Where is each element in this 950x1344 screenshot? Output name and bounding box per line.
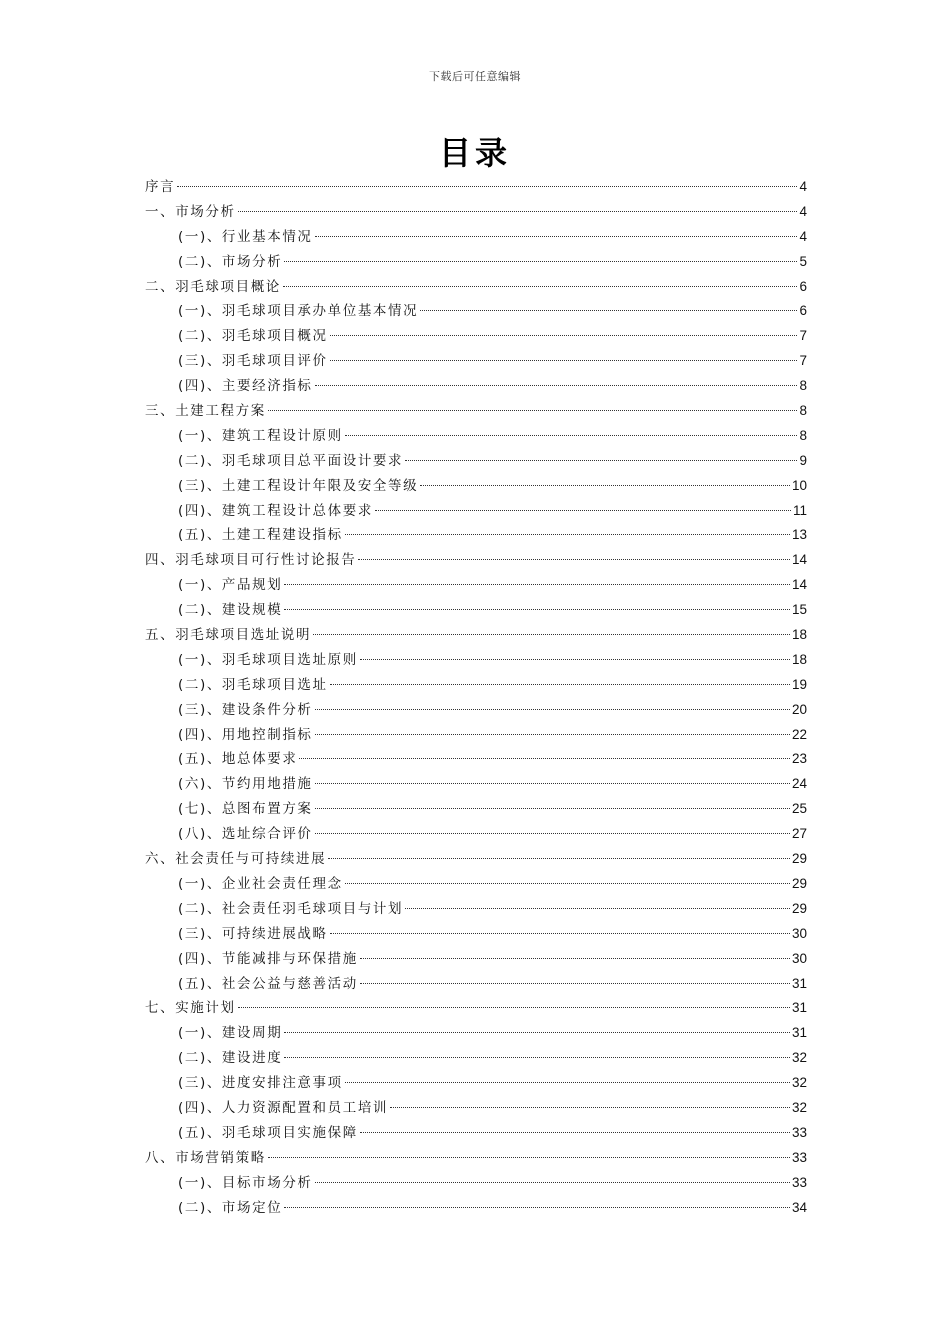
toc-entry-text: (四)、主要经济指标 bbox=[178, 378, 313, 395]
toc-entry[interactable] bbox=[145, 250, 807, 275]
toc-entry-page: 6 bbox=[799, 303, 807, 319]
toc-entry[interactable] bbox=[145, 1021, 807, 1046]
toc-entry-page: 34 bbox=[791, 1199, 807, 1215]
toc-entry[interactable] bbox=[145, 275, 807, 300]
toc-list bbox=[145, 175, 807, 1220]
toc-entry[interactable] bbox=[145, 972, 807, 997]
toc-entry[interactable] bbox=[145, 822, 807, 847]
toc-dot-leader bbox=[315, 709, 790, 710]
toc-entry-page: 31 bbox=[791, 975, 807, 991]
toc-dot-leader bbox=[315, 783, 790, 784]
toc-entry[interactable] bbox=[145, 922, 807, 947]
toc-entry[interactable] bbox=[145, 947, 807, 972]
toc-entry[interactable] bbox=[145, 200, 807, 225]
toc-entry[interactable] bbox=[145, 1096, 807, 1121]
toc-entry-text: (二)、社会责任羽毛球项目与计划 bbox=[178, 900, 404, 917]
toc-entry[interactable] bbox=[145, 723, 807, 748]
toc-entry-page: 32 bbox=[791, 1075, 807, 1091]
toc-title: 目录 bbox=[438, 134, 511, 172]
toc-entry[interactable] bbox=[145, 349, 807, 374]
toc-entry[interactable] bbox=[145, 1046, 807, 1071]
toc-entry-text: (一)、企业社会责任理念 bbox=[178, 875, 343, 892]
toc-entry[interactable] bbox=[145, 1121, 807, 1146]
toc-dot-leader bbox=[405, 908, 790, 909]
toc-entry-text: (二)、建设进度 bbox=[178, 1050, 283, 1067]
toc-dot-leader bbox=[345, 534, 790, 535]
toc-entry-text: 二、羽毛球项目概论 bbox=[145, 278, 281, 295]
toc-entry-page: 18 bbox=[791, 627, 807, 643]
toc-entry[interactable] bbox=[145, 324, 807, 349]
toc-entry[interactable] bbox=[145, 175, 807, 200]
toc-entry-page: 29 bbox=[791, 851, 807, 867]
toc-entry-text: (四)、人力资源配置和员工培训 bbox=[178, 1099, 389, 1116]
toc-entry[interactable] bbox=[145, 673, 807, 698]
toc-entry[interactable] bbox=[145, 872, 807, 897]
toc-entry-page: 7 bbox=[799, 328, 807, 344]
toc-dot-leader bbox=[345, 1082, 790, 1083]
toc-dot-leader bbox=[315, 385, 798, 386]
toc-entry-text: (四)、节能减排与环保措施 bbox=[178, 950, 358, 967]
toc-dot-leader bbox=[315, 236, 798, 237]
toc-entry-text: (三)、进度安排注意事项 bbox=[178, 1075, 343, 1092]
toc-entry[interactable] bbox=[145, 499, 807, 524]
toc-entry-page: 13 bbox=[791, 527, 807, 543]
toc-entry-text: 五、羽毛球项目选址说明 bbox=[145, 627, 312, 644]
toc-entry[interactable] bbox=[145, 772, 807, 797]
toc-entry-page: 5 bbox=[799, 253, 807, 269]
toc-entry-page: 8 bbox=[799, 427, 807, 443]
toc-entry-text: (二)、建设规模 bbox=[178, 602, 283, 619]
toc-dot-leader bbox=[330, 335, 798, 336]
toc-entry-page: 8 bbox=[799, 403, 807, 419]
toc-dot-leader bbox=[330, 684, 790, 685]
toc-entry-text: (二)、市场分析 bbox=[178, 253, 283, 270]
toc-entry-page: 10 bbox=[791, 477, 807, 493]
toc-entry-page: 14 bbox=[791, 577, 807, 593]
toc-entry-text: 序言 bbox=[145, 179, 176, 195]
toc-entry-page: 4 bbox=[799, 179, 807, 194]
toc-dot-leader bbox=[284, 609, 790, 610]
toc-dot-leader bbox=[358, 559, 790, 560]
toc-entry[interactable] bbox=[145, 897, 807, 922]
toc-entry-text: (五)、土建工程建设指标 bbox=[178, 527, 343, 544]
toc-entry-text: 一、市场分析 bbox=[145, 203, 236, 220]
toc-entry-page: 29 bbox=[791, 900, 807, 916]
toc-entry-page: 18 bbox=[791, 651, 807, 667]
toc-entry-page: 23 bbox=[791, 751, 807, 767]
toc-entry[interactable] bbox=[145, 1146, 807, 1171]
toc-dot-leader bbox=[330, 933, 790, 934]
toc-entry-page: 24 bbox=[791, 776, 807, 792]
toc-entry-page: 11 bbox=[792, 502, 807, 518]
toc-entry-text: (五)、羽毛球项目实施保障 bbox=[178, 1124, 358, 1141]
header-note: 下载后可任意编辑 bbox=[429, 70, 521, 83]
toc-entry-text: (三)、土建工程设计年限及安全等级 bbox=[178, 477, 419, 494]
toc-entry-page: 4 bbox=[799, 228, 807, 244]
toc-dot-leader bbox=[238, 211, 798, 212]
toc-entry-page: 31 bbox=[791, 1000, 807, 1016]
toc-entry-page: 22 bbox=[791, 726, 807, 742]
toc-entry[interactable] bbox=[145, 1196, 807, 1221]
toc-entry-page: 30 bbox=[791, 925, 807, 941]
toc-entry[interactable] bbox=[145, 698, 807, 723]
toc-entry[interactable] bbox=[145, 399, 807, 424]
toc-entry[interactable] bbox=[145, 598, 807, 623]
toc-entry-text: (一)、羽毛球项目承办单位基本情况 bbox=[178, 303, 419, 320]
toc-entry[interactable] bbox=[145, 648, 807, 673]
toc-entry-page: 15 bbox=[791, 602, 807, 618]
toc-entry[interactable] bbox=[145, 1071, 807, 1096]
toc-dot-leader bbox=[375, 510, 791, 511]
toc-dot-leader bbox=[177, 186, 797, 187]
toc-entry-text: 六、社会责任与可持续进展 bbox=[145, 851, 327, 868]
toc-entry[interactable] bbox=[145, 225, 807, 250]
toc-entry-text: (六)、节约用地措施 bbox=[178, 776, 313, 793]
toc-dot-leader bbox=[283, 286, 798, 287]
toc-entry-text: (一)、建设周期 bbox=[178, 1025, 283, 1042]
toc-dot-leader bbox=[360, 958, 790, 959]
toc-dot-leader bbox=[315, 734, 790, 735]
toc-entry[interactable] bbox=[145, 847, 807, 872]
toc-entry[interactable] bbox=[145, 1171, 807, 1196]
toc-entry[interactable] bbox=[145, 747, 807, 772]
toc-entry[interactable] bbox=[145, 299, 807, 324]
toc-dot-leader bbox=[360, 983, 790, 984]
toc-dot-leader bbox=[268, 1157, 790, 1158]
toc-entry-text: (一)、行业基本情况 bbox=[178, 228, 313, 245]
toc-dot-leader bbox=[313, 634, 790, 635]
toc-entry[interactable] bbox=[145, 474, 807, 499]
toc-entry[interactable] bbox=[145, 523, 807, 548]
toc-dot-leader bbox=[420, 485, 790, 486]
toc-entry-text: (五)、社会公益与慈善活动 bbox=[178, 975, 358, 992]
toc-entry-page: 27 bbox=[791, 826, 807, 842]
toc-entry-text: (三)、羽毛球项目评价 bbox=[178, 353, 328, 370]
toc-dot-leader bbox=[345, 435, 798, 436]
toc-entry-page: 8 bbox=[799, 378, 807, 394]
toc-entry-page: 31 bbox=[791, 1025, 807, 1041]
toc-entry-page: 33 bbox=[791, 1149, 807, 1165]
toc-entry-text: (八)、选址综合评价 bbox=[178, 826, 313, 843]
toc-dot-leader bbox=[238, 1007, 790, 1008]
toc-entry-text: (七)、总图布置方案 bbox=[178, 801, 313, 818]
toc-entry-text: (五)、地总体要求 bbox=[178, 751, 298, 768]
toc-entry-text: 七、实施计划 bbox=[145, 1000, 236, 1017]
toc-entry-text: (一)、目标市场分析 bbox=[178, 1174, 313, 1191]
toc-entry-page: 32 bbox=[791, 1099, 807, 1115]
toc-dot-leader bbox=[315, 833, 790, 834]
toc-dot-leader bbox=[328, 858, 790, 859]
toc-entry-page: 7 bbox=[799, 353, 807, 369]
toc-entry-text: (四)、建筑工程设计总体要求 bbox=[178, 502, 373, 519]
toc-entry-page: 20 bbox=[791, 701, 807, 717]
toc-entry-page: 33 bbox=[791, 1124, 807, 1140]
toc-dot-leader bbox=[315, 808, 790, 809]
toc-entry-text: (二)、羽毛球项目总平面设计要求 bbox=[178, 452, 404, 469]
toc-entry-page: 9 bbox=[799, 452, 807, 468]
toc-dot-leader bbox=[284, 584, 790, 585]
toc-entry[interactable] bbox=[145, 374, 807, 399]
toc-entry[interactable] bbox=[145, 449, 807, 474]
toc-dot-leader bbox=[284, 1032, 790, 1033]
toc-dot-leader bbox=[360, 1132, 790, 1133]
toc-entry-text: 三、土建工程方案 bbox=[145, 403, 266, 420]
toc-entry-page: 30 bbox=[791, 950, 807, 966]
toc-entry-text: (二)、市场定位 bbox=[178, 1199, 283, 1216]
toc-entry-text: (一)、羽毛球项目选址原则 bbox=[178, 651, 358, 668]
toc-dot-leader bbox=[284, 261, 797, 262]
toc-dot-leader bbox=[299, 758, 790, 759]
toc-entry[interactable] bbox=[145, 623, 807, 648]
toc-entry-page: 19 bbox=[791, 676, 807, 692]
toc-dot-leader bbox=[284, 1057, 790, 1058]
toc-entry-page: 6 bbox=[799, 278, 807, 294]
toc-entry-text: (三)、建设条件分析 bbox=[178, 701, 313, 718]
toc-entry-text: (一)、建筑工程设计原则 bbox=[178, 427, 343, 444]
toc-entry[interactable] bbox=[145, 797, 807, 822]
toc-entry[interactable] bbox=[145, 996, 807, 1021]
toc-entry-page: 4 bbox=[799, 203, 807, 219]
toc-entry-text: (四)、用地控制指标 bbox=[178, 726, 313, 743]
toc-entry-text: (三)、可持续进展战略 bbox=[178, 925, 328, 942]
toc-dot-leader bbox=[330, 360, 798, 361]
toc-entry-text: 四、羽毛球项目可行性讨论报告 bbox=[145, 552, 357, 569]
toc-dot-leader bbox=[345, 883, 790, 884]
toc-dot-leader bbox=[268, 410, 798, 411]
toc-entry-text: (二)、羽毛球项目选址 bbox=[178, 676, 328, 693]
toc-dot-leader bbox=[315, 1182, 790, 1183]
toc-entry-page: 14 bbox=[791, 552, 807, 568]
toc-dot-leader bbox=[284, 1207, 790, 1208]
toc-entry-page: 25 bbox=[791, 801, 807, 817]
toc-entry-page: 32 bbox=[791, 1050, 807, 1066]
toc-entry[interactable] bbox=[145, 573, 807, 598]
toc-entry-page: 29 bbox=[791, 875, 807, 891]
toc-entry-text: (二)、羽毛球项目概况 bbox=[178, 328, 328, 345]
toc-dot-leader bbox=[390, 1107, 790, 1108]
toc-entry-text: (一)、产品规划 bbox=[178, 577, 283, 594]
toc-entry-text: 八、市场营销策略 bbox=[145, 1149, 266, 1166]
toc-dot-leader bbox=[420, 310, 797, 311]
toc-entry[interactable] bbox=[145, 424, 807, 449]
toc-dot-leader bbox=[405, 460, 797, 461]
toc-entry-page: 33 bbox=[791, 1174, 807, 1190]
toc-entry[interactable] bbox=[145, 548, 807, 573]
toc-dot-leader bbox=[360, 659, 790, 660]
